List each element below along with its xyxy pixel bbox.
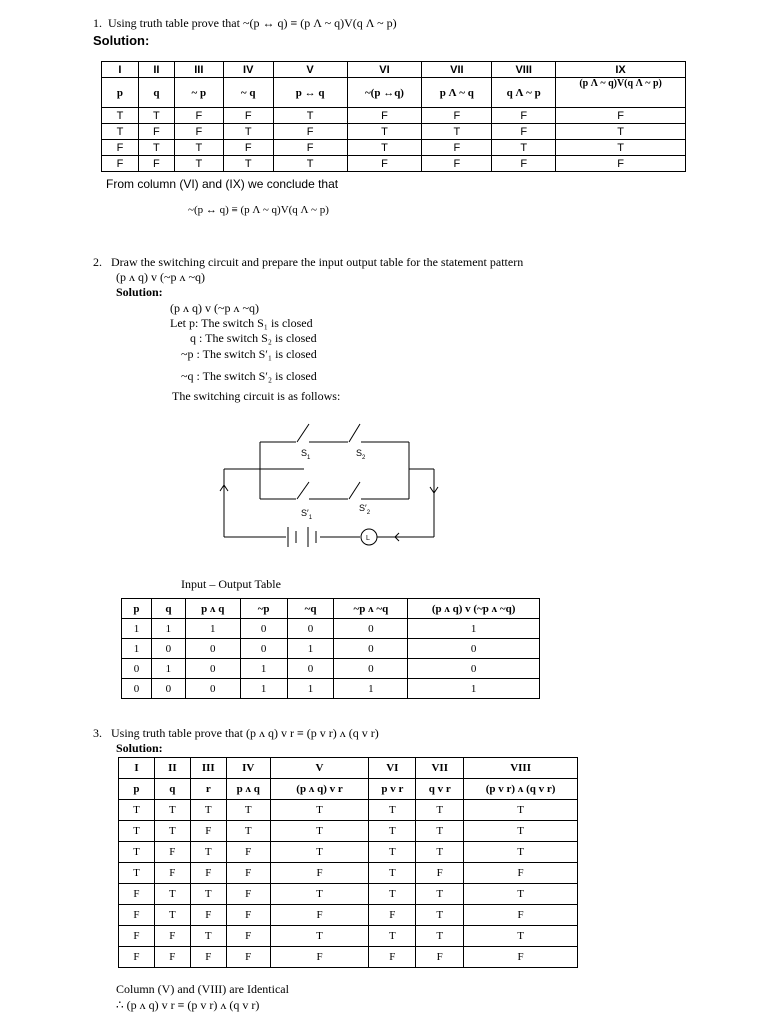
q1-sub-header-row [102, 78, 686, 108]
cell: 1 [334, 679, 408, 699]
cell: 1 [151, 619, 185, 639]
cell: T [273, 108, 347, 124]
q3-result: ∴ (p ʌ q) v r ≡ (p v r) ʌ (q v r) [116, 998, 260, 1012]
cell: T [190, 842, 226, 863]
table-row [122, 639, 540, 659]
q2-solution-label: Solution: [116, 285, 163, 299]
table-row [122, 619, 540, 639]
cell: T [422, 124, 492, 140]
cell: 1 [408, 619, 540, 639]
q2-let-line: Let p: The switch S₁ is closed [170, 316, 313, 330]
q2-input-output-table [121, 598, 540, 699]
cell: F [556, 108, 686, 124]
q3-h: IV [226, 758, 270, 779]
q1-conclusion: From column (VI) and (IX) we conclude that [106, 177, 339, 191]
q2-h: ~q [287, 599, 334, 619]
q1-result: ~(p ↔ q) ≡ (p Λ ~ q)V(q Λ ~ p) [188, 204, 329, 216]
switch-s1-blade [297, 424, 309, 442]
cell: F [138, 156, 174, 172]
cell: F [174, 124, 223, 140]
q3-sh: (p ʌ q) v r [270, 779, 369, 800]
cell: F [223, 108, 273, 124]
table-row [122, 679, 540, 699]
cell: F [226, 926, 270, 947]
q1-h: III [174, 62, 223, 78]
cell: T [347, 140, 422, 156]
q2-h: p [122, 599, 152, 619]
q1-title: Using truth table prove that ~(p ↔ q) ≡ (p Λ ~ q)V(q Λ ~ p) [108, 16, 397, 30]
q1-sh: p ↔ q [273, 78, 347, 108]
table-row [122, 659, 540, 679]
cell: 0 [287, 619, 334, 639]
cell: F [223, 140, 273, 156]
cell: 0 [408, 659, 540, 679]
cell: F [154, 926, 190, 947]
cell: T [369, 821, 416, 842]
q2-h: p ʌ q [185, 599, 240, 619]
cell: F [226, 884, 270, 905]
q1-sh: q Λ ~ p [492, 78, 556, 108]
cell: F [270, 905, 369, 926]
cell: 1 [185, 619, 240, 639]
cell: T [270, 800, 369, 821]
cell: T [119, 863, 155, 884]
q3-title: Using truth table prove that (p ʌ q) v r ≡ (p v r) ʌ (q v r) [111, 726, 379, 740]
cell: T [492, 140, 556, 156]
cell: F [270, 863, 369, 884]
cell: 0 [334, 619, 408, 639]
table-row [102, 156, 686, 172]
cell: T [119, 842, 155, 863]
table-row [119, 905, 578, 926]
cell: T [369, 842, 416, 863]
q1-roman-header-row [102, 62, 686, 78]
q2-heading [93, 255, 523, 270]
cell: F [369, 905, 416, 926]
cell: T [270, 884, 369, 905]
cell: 0 [185, 659, 240, 679]
table-row [102, 140, 686, 156]
table-row [119, 884, 578, 905]
cell: 1 [287, 679, 334, 699]
cell: T [154, 821, 190, 842]
cell: 0 [240, 639, 287, 659]
cell: F [190, 863, 226, 884]
cell: F [492, 108, 556, 124]
q2-let-line: ~q : The switch S′₂ is closed [181, 369, 317, 383]
q2-h: ~p ʌ ~q [334, 599, 408, 619]
q1-h: II [138, 62, 174, 78]
q3-h: VII [416, 758, 464, 779]
cell: 1 [408, 679, 540, 699]
cell: F [422, 156, 492, 172]
cell: F [422, 108, 492, 124]
q2-circuit-caption: The switching circuit is as follows: [172, 389, 341, 403]
cell: T [464, 926, 578, 947]
q3-h: I [119, 758, 155, 779]
cell: F [464, 863, 578, 884]
cell: T [416, 926, 464, 947]
q3-conclusion: Column (V) and (VIII) are Identical [116, 982, 289, 996]
table-row [119, 821, 578, 842]
cell: 1 [122, 619, 152, 639]
q3-sh: q v r [416, 779, 464, 800]
cell: F [416, 947, 464, 968]
q3-heading [93, 726, 379, 741]
cell: T [464, 884, 578, 905]
cell: F [226, 905, 270, 926]
cell: T [223, 156, 273, 172]
cell: T [226, 800, 270, 821]
cell: T [556, 124, 686, 140]
cell: T [102, 124, 139, 140]
q3-h: VI [369, 758, 416, 779]
cell: F [226, 863, 270, 884]
q3-sh: (p v r) ʌ (q v r) [464, 779, 578, 800]
cell: T [270, 926, 369, 947]
label-s2: $S_2$ [356, 448, 366, 461]
cell: 0 [240, 619, 287, 639]
cell: T [369, 926, 416, 947]
cell: T [416, 821, 464, 842]
cell: 1 [240, 659, 287, 679]
q1-sh: ~(p ↔q) [347, 78, 422, 108]
cell: T [119, 821, 155, 842]
cell: T [347, 124, 422, 140]
q1-h: I [102, 62, 139, 78]
q2-expression: (p ʌ q) v (~p ʌ ~q) [170, 301, 259, 315]
cell: F [102, 156, 139, 172]
q3-truth-table [118, 757, 578, 968]
table-row [102, 108, 686, 124]
cell: F [190, 821, 226, 842]
cell: T [369, 863, 416, 884]
cell: F [347, 108, 422, 124]
cell: T [416, 905, 464, 926]
cell: F [154, 863, 190, 884]
cell: T [174, 156, 223, 172]
cell: 0 [185, 679, 240, 699]
cell: T [416, 884, 464, 905]
cell: F [138, 124, 174, 140]
cell: 1 [287, 639, 334, 659]
q3-sh: q [154, 779, 190, 800]
q2-header-row [122, 599, 540, 619]
q2-table-caption: Input – Output Table [181, 577, 281, 591]
cell: F [119, 926, 155, 947]
q2-let-line: ~p : The switch S′₁ is closed [181, 347, 317, 361]
switch-s1-prime-blade [297, 482, 309, 499]
q2-h: ~p [240, 599, 287, 619]
q3-number: 3. [93, 726, 102, 740]
cell: T [174, 140, 223, 156]
cell: F [273, 140, 347, 156]
q2-number: 2. [93, 255, 102, 269]
q1-h: VII [422, 62, 492, 78]
lamp-label: L [366, 535, 370, 542]
cell: T [270, 842, 369, 863]
q1-h: IX [556, 62, 686, 78]
cell: F [119, 905, 155, 926]
cell: F [119, 884, 155, 905]
cell: T [223, 124, 273, 140]
cell: T [226, 821, 270, 842]
cell: 0 [122, 659, 152, 679]
cell: F [190, 947, 226, 968]
cell: 1 [151, 659, 185, 679]
cell: T [556, 140, 686, 156]
cell: F [226, 842, 270, 863]
q3-sh: p ʌ q [226, 779, 270, 800]
q2-let-line: q : The switch S₂ is closed [190, 331, 317, 345]
cell: F [556, 156, 686, 172]
q2-h: q [151, 599, 185, 619]
cell: F [422, 140, 492, 156]
cell: T [154, 800, 190, 821]
cell: T [416, 800, 464, 821]
cell: 0 [408, 639, 540, 659]
q1-number: 1. [93, 16, 102, 30]
q1-sh: p Λ ~ q [422, 78, 492, 108]
cell: F [369, 947, 416, 968]
cell: T [464, 821, 578, 842]
q3-sub-header-row [119, 779, 578, 800]
switch-s2-prime-blade [349, 482, 360, 499]
cell: T [138, 108, 174, 124]
cell: T [154, 905, 190, 926]
cell: T [270, 821, 369, 842]
table-row [102, 124, 686, 140]
table-row [119, 926, 578, 947]
cell: F [226, 947, 270, 968]
table-row [119, 863, 578, 884]
cell: T [154, 884, 190, 905]
cell: T [369, 800, 416, 821]
cell: 0 [151, 679, 185, 699]
q2-h: (p ʌ q) v (~p ʌ ~q) [408, 599, 540, 619]
cell: F [119, 947, 155, 968]
q1-h: VIII [492, 62, 556, 78]
q3-sh: p v r [369, 779, 416, 800]
q1-truth-table [101, 61, 686, 172]
cell: F [154, 842, 190, 863]
q1-heading [93, 16, 397, 31]
table-row [119, 842, 578, 863]
q1-sh: p [102, 78, 139, 108]
q3-sh: p [119, 779, 155, 800]
cell: F [174, 108, 223, 124]
cell: F [492, 124, 556, 140]
q1-sh: (p Λ ~ q)V(q Λ ~ p) [556, 78, 686, 108]
cell: F [347, 156, 422, 172]
cell: F [270, 947, 369, 968]
label-s1: $S_1$ [301, 448, 311, 461]
cell: 0 [185, 639, 240, 659]
switch-s2-blade [349, 424, 360, 442]
label-s1-prime: $S'_1$ [301, 508, 313, 521]
q1-h: VI [347, 62, 422, 78]
cell: 1 [240, 679, 287, 699]
cell: 0 [122, 679, 152, 699]
cell: T [190, 926, 226, 947]
cell: F [492, 156, 556, 172]
switching-circuit-diagram [210, 410, 450, 555]
cell: T [119, 800, 155, 821]
table-row [119, 800, 578, 821]
cell: T [273, 156, 347, 172]
cell: 0 [334, 639, 408, 659]
q3-roman-header-row [119, 758, 578, 779]
q1-h: V [273, 62, 347, 78]
q1-sh: ~ q [223, 78, 273, 108]
cell: F [154, 947, 190, 968]
cell: T [138, 140, 174, 156]
cell: F [416, 863, 464, 884]
cell: T [416, 842, 464, 863]
cell: T [190, 800, 226, 821]
table-row [119, 947, 578, 968]
q2-statement: (p ʌ q) v (~p ʌ ~q) [116, 270, 205, 284]
q1-sh: ~ p [174, 78, 223, 108]
cell: T [464, 842, 578, 863]
label-s2-prime: $S'_2$ [359, 503, 371, 516]
q3-solution-label: Solution: [116, 741, 163, 755]
cell: 0 [151, 639, 185, 659]
cell: F [190, 905, 226, 926]
cell: 0 [334, 659, 408, 679]
q3-h: III [190, 758, 226, 779]
cell: T [369, 884, 416, 905]
q3-h: II [154, 758, 190, 779]
q3-sh: r [190, 779, 226, 800]
q1-h: IV [223, 62, 273, 78]
q2-title: Draw the switching circuit and prepare the input output table for the statement pattern [111, 255, 524, 269]
cell: F [464, 947, 578, 968]
q3-h: VIII [464, 758, 578, 779]
q1-sh: q [138, 78, 174, 108]
cell: T [102, 108, 139, 124]
q1-solution-label: Solution: [93, 33, 150, 48]
cell: 1 [122, 639, 152, 659]
cell: F [102, 140, 139, 156]
cell: T [464, 800, 578, 821]
q3-h: V [270, 758, 369, 779]
cell: F [464, 905, 578, 926]
cell: T [190, 884, 226, 905]
cell: F [273, 124, 347, 140]
cell: 0 [287, 659, 334, 679]
